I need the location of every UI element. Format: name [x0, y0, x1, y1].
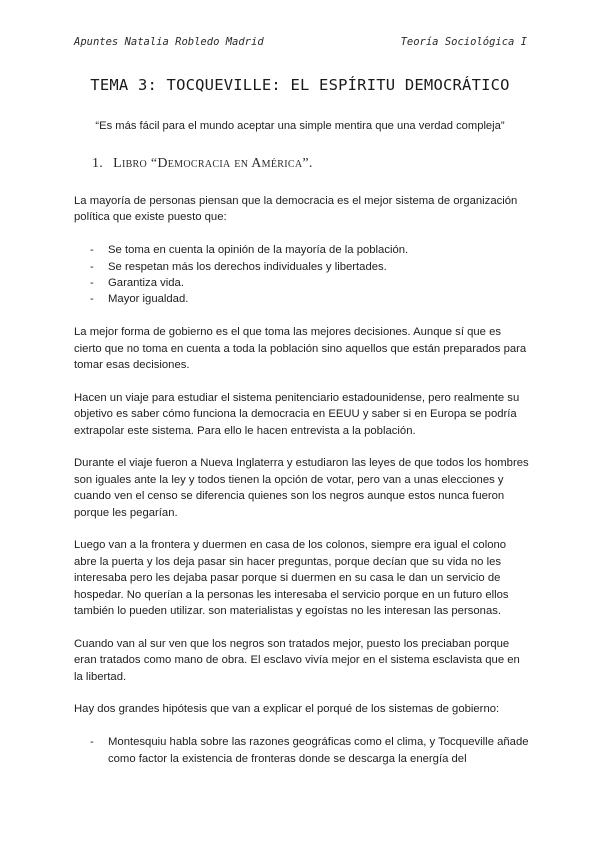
paragraph: Luego van a la frontera y duermen en casa de los colonos, siempre era igual el colono abre la puerta y los deja pasar sin hacer preguntas, porque decían que su vida no les interesaba pero les dejaba pasar porque si duermen en su casa le dan un servicio de hospedar. No querían a la personas les interesaba el servicio porque en un futuro ellos también lo pueden utilizar. son materialistas y egoístas no les interesan las personas.: [74, 539, 509, 618]
header-author: Apuntes Natalia Robledo Madrid: [74, 36, 264, 48]
list-item-text: Se respetan más los derechos individuales y libertades.: [108, 260, 387, 273]
list-item-text: Montesquiu habla sobre las razones geográficas como el clima, y Tocqueville añade como factor la existencia de fronteras donde se descarga la energía del: [108, 736, 529, 765]
list-item: [74, 275, 530, 291]
list-item: [74, 259, 530, 275]
paragraph: Durante el viaje fueron a Nueva Inglaterra y estudiaron las leyes de que todos los hombres son iguales ante la ley y todos tienen la opción de votar, pero van a unas elecciones y cuando ven el censo se diferencia quienes son los negros aunque estos nunca fueron porque les pegarían.: [74, 457, 529, 519]
bullet-list: [74, 734, 530, 767]
header-course: Teoría Sociológica I: [400, 36, 527, 48]
list-item: [74, 291, 530, 307]
dash-marker: -: [90, 260, 94, 273]
list-item: [74, 734, 530, 767]
paragraph: La mejor forma de gobierno es el que toma las mejores decisiones. Aunque sí que es cierto que no toma en cuenta a toda la población sino aquellos que están preparados para tomar esas decisiones.: [74, 326, 527, 372]
dash-marker: -: [90, 736, 94, 749]
list-item-text: Se toma en cuenta la opinión de la mayoría de la población.: [108, 244, 409, 257]
dash-marker: -: [90, 277, 94, 290]
dash-marker: -: [90, 293, 94, 306]
document-body: [74, 193, 530, 783]
paragraph: Hacen un viaje para estudiar el sistema penitenciario estadounidense, pero realmente su objetivo es saber cómo funciona la democracia en EEUU y saber si en Europa se podría extrapolar este sistema. Para ello le hacen entrevista a la población.: [74, 391, 520, 437]
paragraph: La mayoría de personas piensan que la democracia es el mejor sistema de organización política que existe puesto que:: [74, 195, 518, 224]
section-heading: [92, 156, 313, 172]
list-item-text: Mayor igualdad.: [108, 293, 189, 306]
section-label: Libro “Democracia en América”.: [113, 156, 313, 171]
bullet-list: [74, 242, 530, 308]
page-header: [0, 30, 600, 50]
list-item-text: Garantiza vida.: [108, 277, 184, 290]
dash-marker: -: [90, 244, 94, 257]
list-item: [74, 242, 530, 258]
document-title: TEMA 3: TOCQUEVILLE: EL ESPÍRITU DEMOCRÁTICO: [90, 76, 510, 94]
epigraph-quote: “Es más fácil para el mundo aceptar una simple mentira que una verdad compleja”: [95, 120, 505, 132]
paragraph: Hay dos grandes hipótesis que van a explicar el porqué de los sistemas de gobierno:: [74, 703, 500, 716]
section-number: 1.: [92, 156, 104, 171]
paragraph: Cuando van al sur ven que los negros son tratados mejor, puesto los preciaban porque eran tratados como mano de obra. El esclavo vivía mejor en el sistema esclavista que en la libertad.: [74, 637, 520, 683]
